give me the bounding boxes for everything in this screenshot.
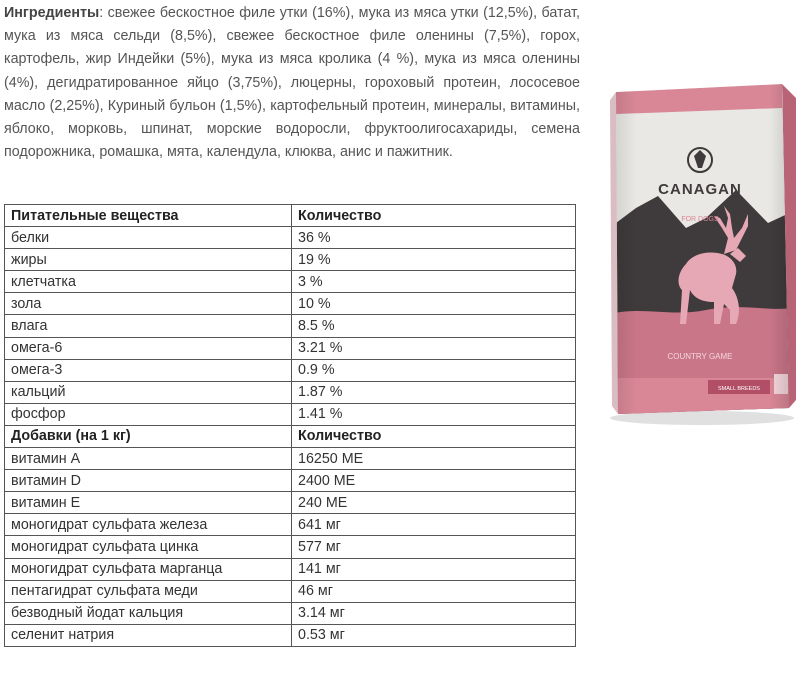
column-header-name: Добавки (на 1 кг) [5, 425, 292, 447]
cell-name: безводный йодат кальция [5, 602, 292, 624]
cell-name: моногидрат сульфата железа [5, 514, 292, 536]
cell-name: витамин A [5, 448, 292, 470]
cell-amount: 46 мг [292, 580, 576, 602]
cell-amount: 3.21 % [292, 337, 576, 359]
column-header-amount: Количество [292, 425, 576, 447]
cell-name: витамин E [5, 492, 292, 514]
ingredients-label: Ингредиенты [4, 5, 100, 21]
cell-amount: 141 мг [292, 558, 576, 580]
ingredients-paragraph [4, 2, 580, 164]
cell-name: омега-6 [5, 337, 292, 359]
cell-name: жиры [5, 249, 292, 271]
table-row [5, 580, 576, 602]
brand-name: CANAGAN [658, 181, 742, 198]
table-row [5, 381, 576, 403]
cell-name: пентагидрат сульфата меди [5, 580, 292, 602]
ingredients-text: : свежее бескостное филе утки (16%), мука из мяса утки (12,5%), батат, мука из мяса сельди (8,5%), свежее бескостное филе оленины (7,5%), горох, картофель, жир Индейки (5%), мука из мяса кролика (4 %), мука из мяса оленины (4%), дегидратированное яйцо (3,75%), люцерны, гороховый протеин, лососевое масло (2,25%), Куриный бульон (1,5%), картофельный протеин, минералы, витамины, яблоко, морковь, шпинат, морские водоросли, фруктоолигосахариды, семена подорожника, ромашка, мята, календула, клюква, анис и пажитник. [4, 5, 580, 161]
cell-amount: 2400 МЕ [292, 470, 576, 492]
cell-amount: 19 % [292, 249, 576, 271]
column-header-amount: Количество [292, 205, 576, 227]
cell-amount: 577 мг [292, 536, 576, 558]
column-header-name: Питательные вещества [5, 205, 292, 227]
cell-name: моногидрат сульфата марганца [5, 558, 292, 580]
cell-name: клетчатка [5, 271, 292, 293]
table-row [5, 448, 576, 470]
cell-name: витамин D [5, 470, 292, 492]
cell-name: кальций [5, 381, 292, 403]
nutrition-table [4, 204, 576, 647]
cell-name: белки [5, 227, 292, 249]
cell-amount: 3.14 мг [292, 602, 576, 624]
nutrients-header-row [5, 205, 576, 227]
table-row [5, 249, 576, 271]
cell-name: моногидрат сульфата цинка [5, 536, 292, 558]
cell-name: селенит натрия [5, 624, 292, 646]
table-row [5, 558, 576, 580]
cell-amount: 8.5 % [292, 315, 576, 337]
cell-name: фосфор [5, 403, 292, 425]
table-row [5, 293, 576, 315]
cell-amount: 36 % [292, 227, 576, 249]
table-row [5, 359, 576, 381]
table-row [5, 227, 576, 249]
cell-name: зола [5, 293, 292, 315]
table-row [5, 536, 576, 558]
cell-amount: 10 % [292, 293, 576, 315]
cell-amount: 16250 МЕ [292, 448, 576, 470]
table-row [5, 271, 576, 293]
cell-amount: 1.87 % [292, 381, 576, 403]
cell-amount: 3 % [292, 271, 576, 293]
table-row [5, 403, 576, 425]
table-row [5, 492, 576, 514]
table-row [5, 624, 576, 646]
cell-name: влага [5, 315, 292, 337]
table-row [5, 315, 576, 337]
product-bag-image [596, 78, 800, 430]
product-line: FOR DOGS [681, 216, 719, 223]
dog-food-bag-icon [596, 78, 800, 430]
table-row [5, 602, 576, 624]
badge-text: SMALL BREEDS [718, 386, 760, 392]
table-row [5, 337, 576, 359]
cell-amount: 641 мг [292, 514, 576, 536]
cell-name: омега-3 [5, 359, 292, 381]
additives-header-row [5, 425, 576, 447]
recipe-name: COUNTRY GAME [667, 352, 733, 361]
table-row [5, 514, 576, 536]
cell-amount: 240 МЕ [292, 492, 576, 514]
cell-amount: 0.9 % [292, 359, 576, 381]
table-row [5, 470, 576, 492]
cell-amount: 1.41 % [292, 403, 576, 425]
cell-amount: 0.53 мг [292, 624, 576, 646]
